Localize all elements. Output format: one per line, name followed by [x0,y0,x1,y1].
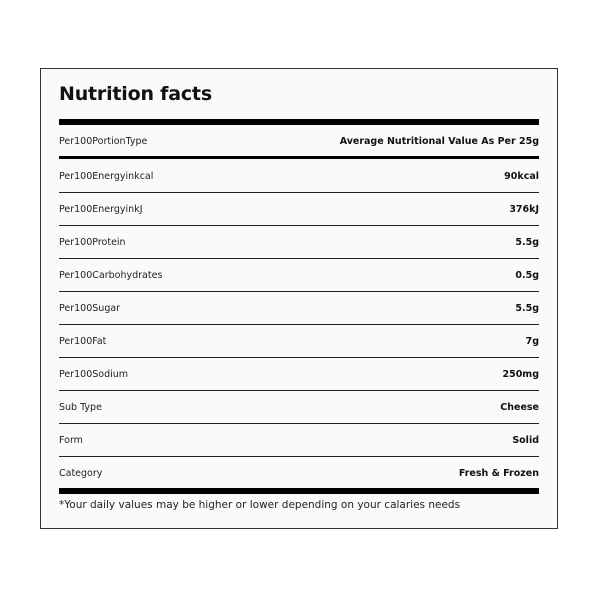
nutrient-label: Per100Protein [59,236,126,248]
nutrient-value: 250mg [502,368,539,380]
attribute-label: Form [59,434,83,446]
thick-divider-bottom [59,488,539,494]
nutrient-row [59,292,539,325]
attribute-value: Solid [512,434,539,446]
nutrition-facts-title: Nutrition facts [59,83,212,105]
attribute-label: Sub Type [59,401,102,413]
nutrient-label: Per100Energyinkcal [59,170,154,182]
nutrient-value: 376kJ [509,203,539,215]
daily-values-footnote: *Your daily values may be higher or lower depending on your calaries needs [59,499,461,511]
attribute-value: Fresh & Frozen [458,468,539,479]
portion-type-value: Average Nutritional Value As Per 25g [339,136,539,147]
nutrient-label: Per100Fat [59,335,107,347]
nutrient-value: 5.5g [515,302,539,314]
nutrient-label: Per100Sugar [59,302,121,314]
nutrient-row [59,226,539,259]
attribute-value: Cheese [500,401,539,413]
nutrition-facts-panel [40,68,558,529]
nutrient-value: 90kcal [504,170,539,182]
nutrient-row [59,259,539,292]
portion-type-row [59,125,539,158]
medium-divider [59,156,539,159]
nutrient-value: 7g [525,335,539,347]
nutrient-label: Per100Carbohydrates [59,269,163,281]
nutrient-row [59,193,539,226]
nutrient-row [59,358,539,391]
portion-type-label: Per100PortionType [59,136,148,147]
attribute-row [59,457,539,490]
nutrient-value: 0.5g [515,269,539,281]
attribute-row [59,391,539,424]
nutrient-row [59,325,539,358]
attribute-label: Category [59,468,103,479]
nutrient-value: 5.5g [515,236,539,248]
nutrient-label: Per100Sodium [59,368,129,380]
nutrient-label: Per100EnergyinkJ [59,203,143,215]
attribute-row [59,424,539,457]
nutrient-row [59,160,539,193]
